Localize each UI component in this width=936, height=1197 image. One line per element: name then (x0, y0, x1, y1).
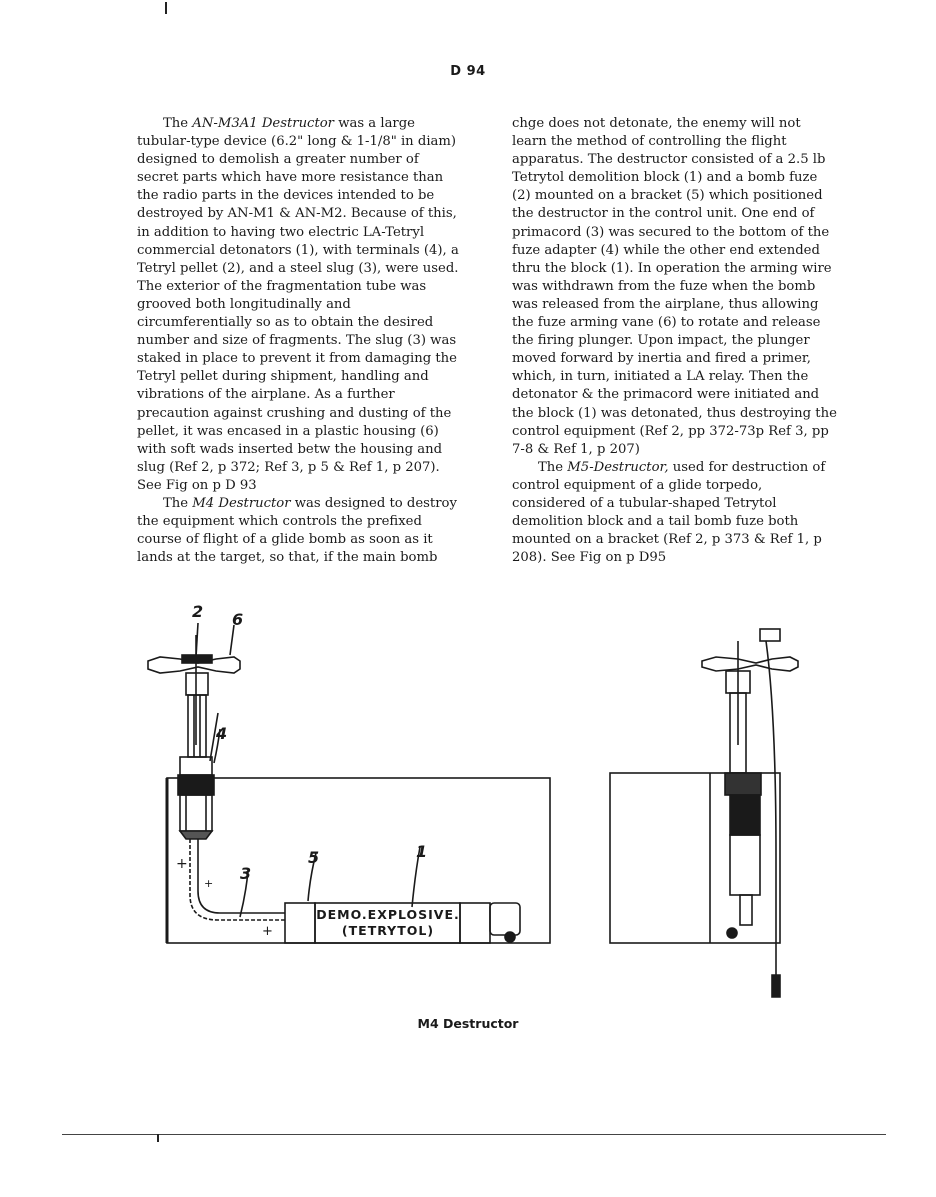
paragraph-m4: The M4 Destructor was designed to destroy the equipment which controls the prefixed course of flight of a glide bomb as soon as it lands at the target, so that, if the main bomb (137, 495, 457, 566)
block-label-line2: (TETRYTOL) (341, 923, 435, 938)
svg-text:+: + (176, 856, 188, 872)
callout-2: 2 (192, 602, 204, 621)
footer-rule (62, 1134, 886, 1135)
paragraph-an-m3a1: The AN-M3A1 Destructor was a large tubular-type device (6.2" long & 1-1/8" in diam) designed to demolish a greater number of secret parts which have more resistance than the radio parts in the devices intended to be destroyed by AN-M1 & AN-M2. Because of this, in addition to having two electric LA-Tetryl commercial detonators (1), with terminals (4), a Tetryl pellet (2), and a steel slug (3), were used. The exterior of the fragmentation tube was grooved both longitudinally and circumferentially so as to obtain the desired number and size of fragments. The slug (3) was staked in place to prevent it from damaging the Tetryl pellet during shipment, handling and vibrations of the airplane. As a further precaution against crushing and dusting of the pellet, it was encased in a plastic housing (6) with soft wads inserted betw the housing and slug (Ref 2, p 372; Ref 3, p 5 & Ref 1, p 207). See Fig on p D 93 (137, 116, 459, 493)
figure-caption: M4 Destructor (417, 1016, 519, 1031)
left-column (137, 115, 462, 567)
m4-destructor-figure (140, 595, 820, 1015)
callout-4: 4 (216, 724, 228, 743)
term-an-m3a1: AN-M3A1 Destructor (192, 116, 334, 131)
paragraph-m5: The M5-Destructor, used for destruction of control equipment of a glide torpedo, considered of a tubular-shaped Tetrytol demolition block and a tail bomb fuze both mounted on a bracket (Ref 2, p 373 & Ref 1, p 208). See Fig on p D95 (512, 459, 826, 566)
callout-1: 1 (416, 842, 428, 861)
term-m4: M4 Destructor (192, 495, 291, 511)
callout-5: 5 (308, 848, 320, 867)
term-m5: M5-Destructor, (567, 459, 669, 475)
margin-mark-bottom (157, 1134, 159, 1142)
svg-text:+: + (262, 924, 273, 939)
bomb-fuze-2 (186, 673, 208, 695)
fuze-adapter-4 (180, 757, 212, 775)
margin-mark-top (165, 2, 167, 14)
arming-vane-right (702, 657, 798, 671)
callout-3: 3 (240, 864, 252, 883)
bracket-5 (285, 903, 315, 943)
block-label-line1: DEMO.EXPLOSIVE. (316, 907, 460, 922)
right-column (512, 115, 837, 567)
page-number: D 94 (450, 64, 486, 79)
callout-6: 6 (232, 610, 244, 629)
paragraph-m4-continued: chge does not detonate, the enemy will not learn the method of controlling the flight apparatus. The destructor consisted of a 2.5 lb Tetrytol demolition block (1) and a bomb fuze (2) mounted on a bracket (5) which positioned the destructor in the control unit. One end of primacord (3) was secured to the bottom of the fuze adapter (4) while the other end extended thru the block (1). In operation the arming wire was withdrawn from the fuze when the bomb was released from the airplane, thus allowing the fuze arming vane (6) to rotate and release the firing plunger. Upon impact, the plunger moved forward by inertia and fired a primer, which, in turn, initiated a LA relay. Then the detonator & the primacord were initiated and the block (1) was detonated, thus destroying the control equipment (Ref 2, pp 372-73p Ref 3, pp 7-8 & Ref 1, p 207) (512, 116, 837, 457)
svg-text:+: + (204, 877, 214, 890)
